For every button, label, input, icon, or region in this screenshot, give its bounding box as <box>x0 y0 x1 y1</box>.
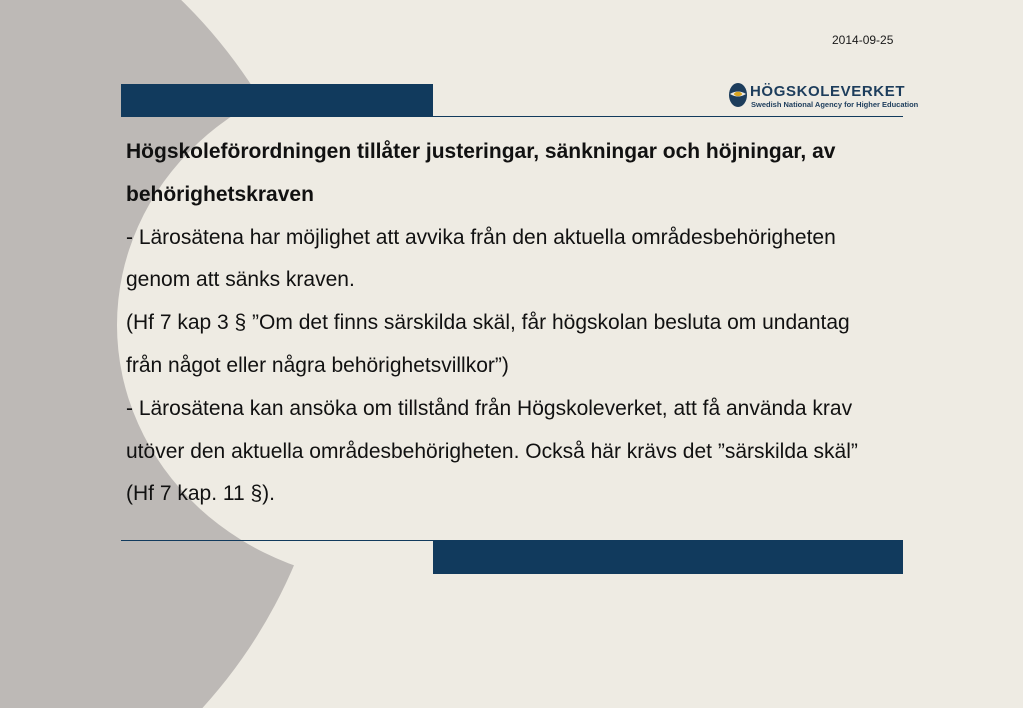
header-divider <box>433 116 903 117</box>
body-paragraph: - Lärosätena har möjlighet att avvika från den aktuella områdesbehörigheten genom att sänks kraven. <box>126 225 836 292</box>
logo-subtitle: Swedish National Agency for Higher Education <box>751 100 919 109</box>
footer-bar <box>433 540 903 574</box>
slide-date: 2014-09-25 <box>832 33 894 47</box>
logo-emblem-icon <box>728 82 748 108</box>
header-bar <box>121 84 433 117</box>
logo-name: HÖGSKOLEVERKET <box>750 83 906 100</box>
body-paragraph: (Hf 7 kap 3 § ”Om det finns särskilda skäl, får högskolan besluta om undantag från något eller några behörighetsvillkor”) <box>126 311 850 377</box>
footer-divider <box>121 540 433 541</box>
slide-heading: Högskoleförordningen tillåter justeringar, sänkningar och höjningar, av behörighetskraven <box>126 140 836 206</box>
slide-body <box>126 131 886 516</box>
body-paragraph: - Lärosätena kan ansöka om tillstånd från Högskoleverket, att få använda krav utöver den aktuella områdesbehörigheten. Också här krävs det ”särskilda skäl” (Hf 7 kap. 11 §). <box>126 396 858 506</box>
